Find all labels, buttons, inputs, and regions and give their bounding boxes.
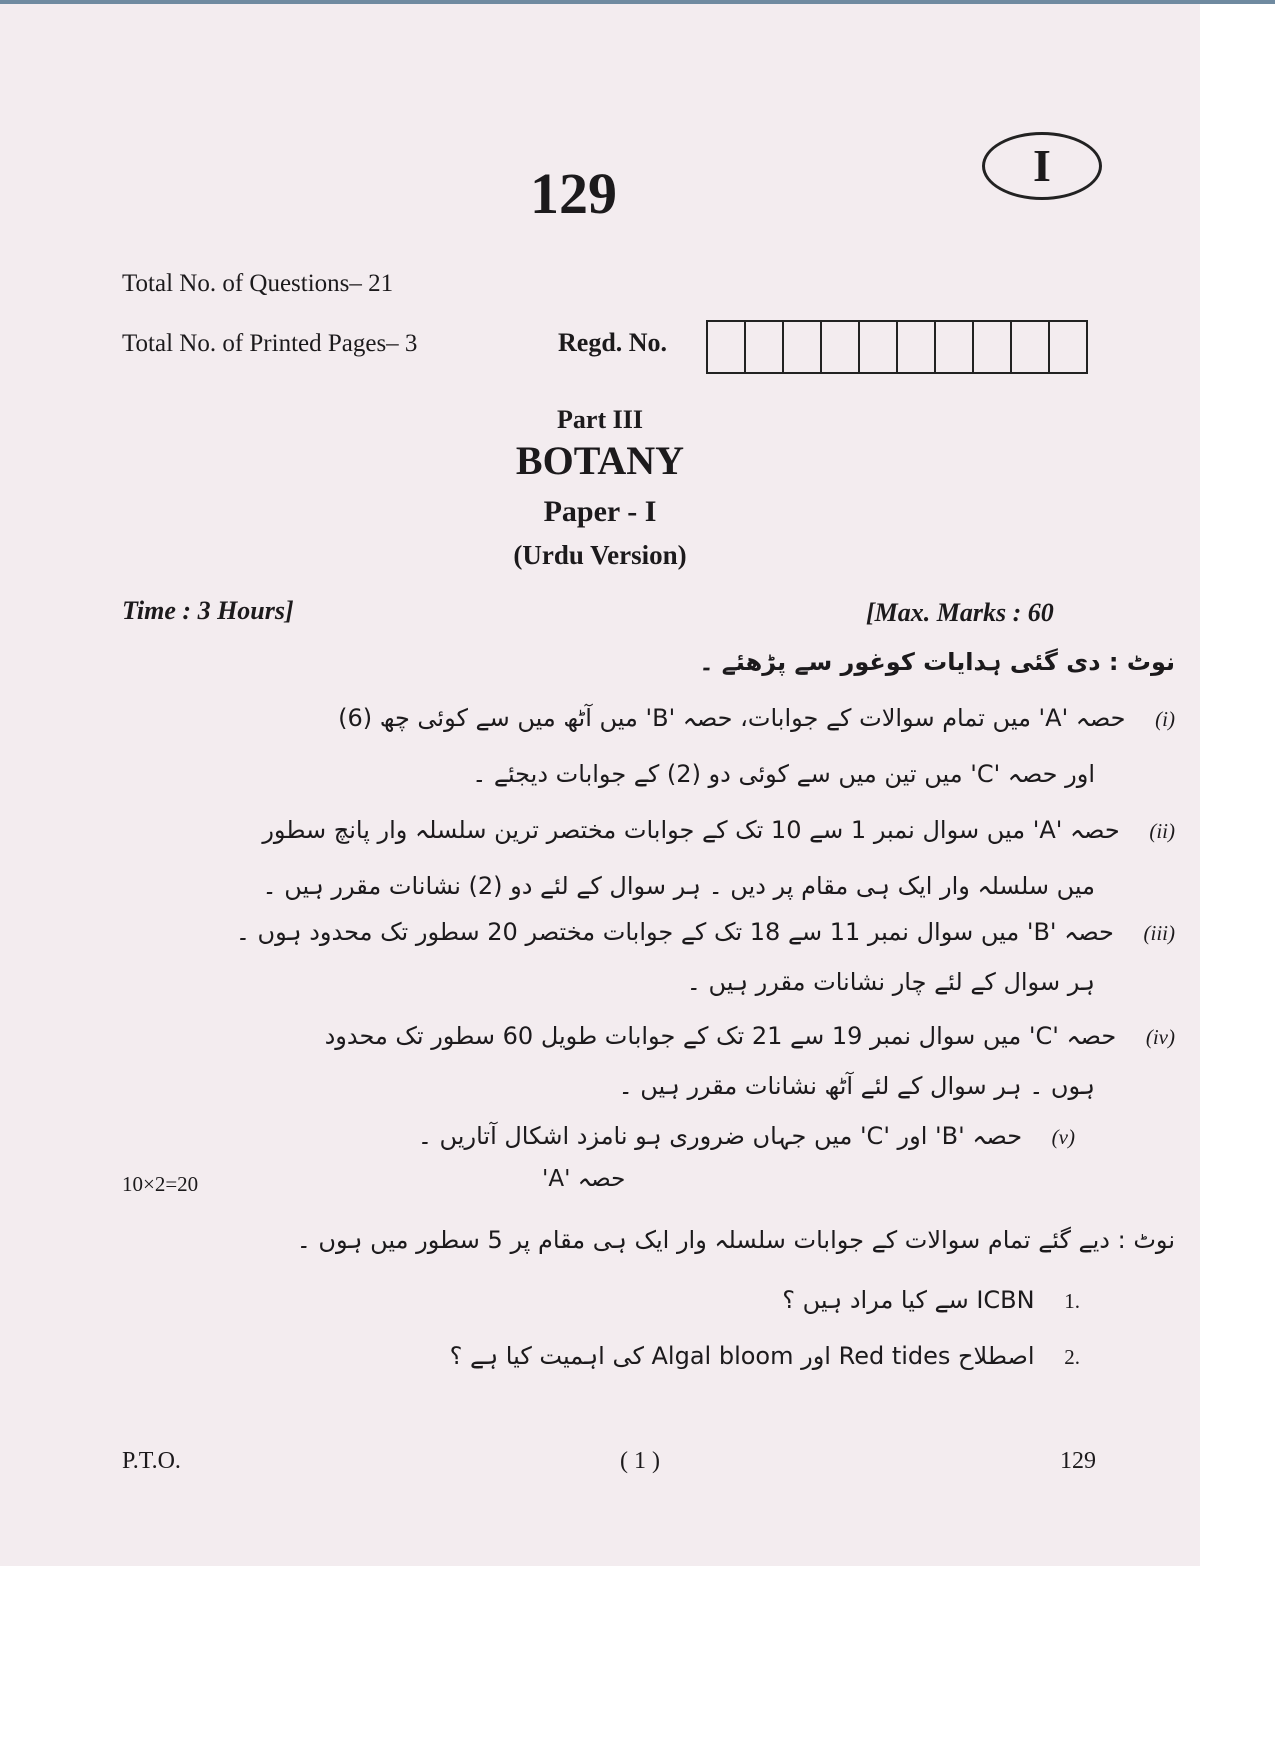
page-number: ( 1 ) <box>620 1448 660 1474</box>
pto-label: P.T.O. <box>122 1448 181 1474</box>
instruction-number: (iv) <box>1145 1025 1175 1049</box>
instruction-line: ہر سوال کے لئے چار نشانات مقرر ہیں ۔ <box>686 968 1095 996</box>
regd-no-label: Regd. No. <box>558 328 668 357</box>
footer-paper-code: 129 <box>1060 1448 1096 1474</box>
total-pages: Total No. of Printed Pages– 3 <box>122 330 418 357</box>
question-1 <box>782 1286 1080 1315</box>
paper-number: Paper - I <box>543 495 657 528</box>
regd-no-boxes <box>706 320 1088 374</box>
part-label: Part III <box>557 405 643 434</box>
exam-time: Time : 3 Hours] <box>122 596 294 625</box>
regd-digit-box <box>1050 322 1086 372</box>
question-number: .2 <box>1064 1345 1080 1369</box>
regd-digit-box <box>822 322 860 372</box>
instruction-line: حصہ 'B' اور 'C' میں جہاں ضروری ہو نامزد اشکال آتاریں ۔ <box>417 1122 1023 1150</box>
instruction-line: میں سلسلہ وار ایک ہی مقام پر دیں ۔ ہر سوال کے لئے دو (2) نشانات مقرر ہیں ۔ <box>262 872 1095 900</box>
instruction-item-3 <box>236 918 1175 947</box>
instruction-line: حصہ 'B' میں سوال نمبر 11 سے 18 تک کے جوابات مختصر 20 سطور تک محدود ہوں ۔ <box>235 918 1114 946</box>
regd-digit-box <box>784 322 822 372</box>
regd-digit-box <box>708 322 746 372</box>
instruction-number: (ii) <box>1149 819 1175 843</box>
instruction-line: ہوں ۔ ہر سوال کے لئے آٹھ نشانات مقرر ہیں ۔ <box>618 1072 1095 1100</box>
instruction-item-1 <box>338 704 1175 733</box>
section-a-note: نوٹ : دیے گئے تمام سوالات کے جوابات سلسلہ وار ایک ہی مقام پر 5 سطور میں ہوں ۔ <box>296 1226 1175 1254</box>
regd-digit-box <box>936 322 974 372</box>
instruction-line: حصہ 'A' میں سوال نمبر 1 سے 10 تک کے جوابات مختصر ترین سلسلہ وار پانچ سطور <box>262 816 1120 844</box>
regd-digit-box <box>746 322 784 372</box>
regd-digit-box <box>860 322 898 372</box>
subject-title: BOTANY <box>515 438 685 483</box>
instruction-line: حصہ 'A' میں تمام سوالات کے جوابات، حصہ 'B' میں آٹھ میں سے کوئی چھ (6) <box>338 704 1126 732</box>
instructions-note: نوٹ : دی گئی ہدایات کوغور سے پڑھئے ۔ <box>699 648 1175 676</box>
version-label: (Urdu Version) <box>513 540 687 570</box>
question-number: .1 <box>1064 1289 1080 1313</box>
scan-edge-line <box>0 0 1275 4</box>
section-a-label: حصہ 'A' <box>542 1166 626 1192</box>
instruction-line: حصہ 'C' میں سوال نمبر 19 سے 21 تک کے جوابات طویل 60 سطور تک محدود <box>324 1022 1117 1050</box>
question-2 <box>450 1342 1080 1371</box>
instruction-line: اور حصہ 'C' میں تین میں سے کوئی دو (2) کے جوابات دیجئے ۔ <box>472 760 1095 788</box>
question-text: ICBN سے کیا مراد ہیں ؟ <box>782 1286 1035 1314</box>
instruction-item-2 <box>262 816 1175 845</box>
set-code-badge: I <box>982 132 1102 200</box>
max-marks: [Max. Marks : 60 <box>866 598 1054 627</box>
instruction-item-5 <box>418 1122 1075 1151</box>
instruction-item-4 <box>325 1022 1175 1051</box>
section-a-marks: 10×2=20 <box>122 1172 199 1196</box>
paper-code: 129 <box>530 161 617 226</box>
instruction-number: (v) <box>1051 1125 1075 1149</box>
regd-digit-box <box>974 322 1012 372</box>
instruction-number: (i) <box>1155 707 1175 731</box>
regd-digit-box <box>898 322 936 372</box>
question-text: اصطلاح Red tides اور Algal bloom کی اہمیت کیا ہے ؟ <box>449 1342 1035 1370</box>
total-questions: Total No. of Questions– 21 <box>122 270 394 297</box>
instruction-number: (iii) <box>1143 921 1175 945</box>
regd-digit-box <box>1012 322 1050 372</box>
